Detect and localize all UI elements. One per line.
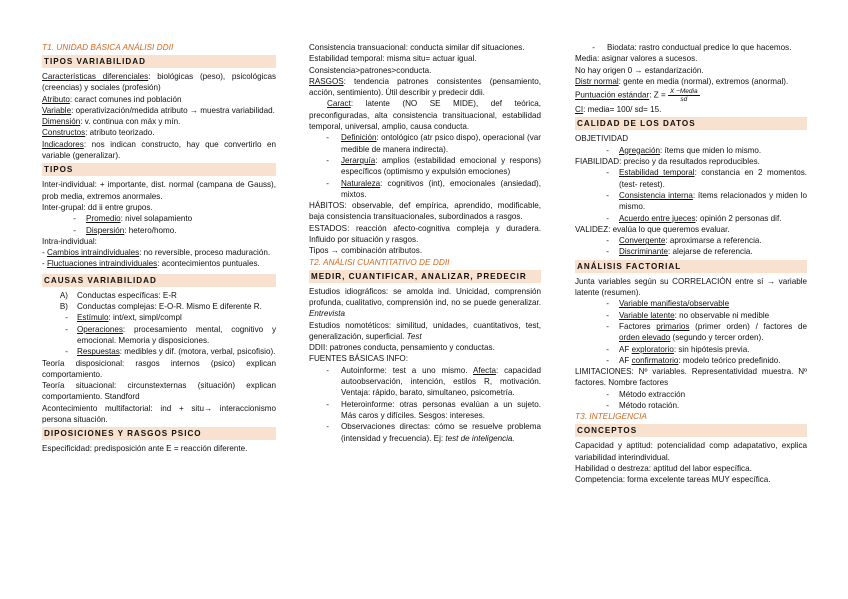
term: Variable	[42, 105, 72, 115]
paragraph: DDII: patrones conducta, pensamiento y conductas.	[309, 343, 495, 353]
text: Observaciones directas: cómo se resuelve problema (intensidad y frecuencia). Ej:	[341, 422, 541, 443]
paragraph	[575, 88, 807, 103]
text: AF	[619, 344, 632, 354]
term: Acuerdo entre jueces	[619, 213, 696, 223]
text: : v. continua con máx y mín.	[80, 117, 181, 127]
paragraph	[309, 320, 541, 343]
topic-title: T1. UNIDAD BÁSICA ANÁLISI DDII	[42, 42, 174, 52]
column-1	[42, 42, 276, 455]
topic-title: T2. ANÁLISI CUANTITATIVO DE DDII	[309, 256, 450, 267]
term: Jerarquía	[341, 155, 376, 165]
paragraph: No hay origen 0 → estandarización.	[575, 65, 704, 75]
column-2	[309, 42, 541, 444]
section-header: DIPOSICIONES Y RASGOS PSICO	[42, 427, 276, 440]
list-item	[42, 324, 276, 347]
text: : acontecimientos puntuales.	[157, 259, 260, 269]
term: Distr normal	[575, 76, 619, 86]
paragraph: Especificidad: predisposición ante E = reacción diferente.	[42, 444, 248, 454]
term: CI	[575, 105, 584, 115]
text: : medibles y dif. (motora, verbal, psicofisio).	[119, 347, 276, 357]
bullet: -	[606, 247, 609, 257]
bullet: -	[606, 213, 609, 223]
text: : capacidad autoobservación, intención, estilos R, motivación. Ventaja: rápido, barato, simultaneo, psicometría.	[341, 365, 541, 398]
text: : nos indican constructo, hay que convertirlo en variable (generalizar).	[42, 139, 276, 161]
paragraph	[42, 105, 276, 116]
text: : aproximarse a referencia.	[665, 236, 762, 246]
text: : hetero/homo.	[124, 225, 177, 235]
bullet: -	[606, 299, 609, 309]
bullet: -	[73, 214, 76, 224]
list-item	[575, 190, 807, 213]
text: Conductas complejas: E-O-R. Mismo E diferente R.	[77, 302, 262, 312]
list-item	[309, 132, 541, 155]
list-item	[575, 298, 807, 309]
paragraph: FUENTES BÁSICAS INFO:	[309, 354, 408, 364]
bullet: -	[606, 190, 609, 200]
paragraph: Habilidad o destreza: aptitud del labor específica.	[575, 463, 752, 473]
column-3	[575, 42, 807, 486]
bullet: -	[606, 355, 609, 365]
paragraph: Inter-individual: + importante, dist. normal (campana de Gauss), prob media, extremos anormales.	[42, 180, 276, 201]
formula-fraction	[668, 88, 700, 103]
list-item	[575, 167, 807, 190]
list-item	[42, 301, 276, 312]
text: : no observable ni medible	[674, 310, 770, 320]
paragraph: Tipos → combinación atributos.	[309, 246, 423, 256]
bullet: -	[606, 401, 609, 411]
topic-title: T3. INTELIGENCIA	[575, 411, 647, 422]
paragraph: Inter-grupal: dd ii entre grupos.	[42, 202, 153, 212]
bullet: -	[326, 133, 329, 143]
list-item	[42, 213, 276, 224]
text: : gente en media (normal), extremos (anormal).	[618, 76, 789, 86]
list-item	[309, 421, 541, 444]
formula-lhs: : Z =	[649, 90, 668, 100]
term: Promedio	[86, 214, 121, 224]
text: : modelo teórico predefinido.	[678, 355, 781, 365]
text: AF	[619, 355, 632, 365]
paragraph: HÁBITOS: observable, def empírica, aprendido, modificable, baja consistencia transituacionales, subordinados a rasgos.	[309, 201, 541, 222]
text: Autoinforme: test a uno mismo.	[341, 365, 473, 375]
text: : procesamiento mental, cognitivo y emocional. Memoria y disposiciones.	[77, 324, 276, 345]
text: Heteroinforme: otras personas evalúan a un sujeto. Más caros y difíciles. Sesgos: intereses.	[341, 399, 541, 420]
paragraph: Acontecimiento multifactorial: ind + situ→ interaccionismo persona situación.	[42, 403, 276, 425]
bullet: -	[326, 178, 329, 188]
term: Agregación	[619, 145, 660, 155]
paragraph: ESTADOS: reacción afecto-cognitiva compleja y duradera. Influido por situación y rasgos.	[309, 223, 541, 245]
text: : ítems relacionados y miden lo mismo.	[619, 190, 807, 212]
section-header: CONCEPTOS	[575, 424, 807, 437]
text: Conductas específicas: E-R	[77, 290, 177, 300]
bullet: -	[606, 344, 609, 354]
text: : sin hipótesis previa.	[673, 344, 750, 354]
section-header: CAUSAS VARIABILIDAD	[42, 274, 276, 287]
bullet: -	[606, 145, 609, 155]
paragraph: Consistencia>patrones>conducta.	[309, 65, 432, 75]
formula-denominator: sd	[680, 96, 688, 104]
list-item	[42, 346, 276, 357]
section-header: TIPOS VARIABILIDAD	[42, 55, 276, 68]
bullet: -	[42, 248, 47, 258]
list-marker: B)	[59, 302, 68, 312]
section-header: ANÁLISIS FACTORIAL	[575, 260, 807, 273]
term: Puntuación estándar	[575, 90, 650, 100]
text: Factores	[619, 321, 657, 331]
text: : atributo teorizado.	[85, 128, 155, 138]
bullet: -	[606, 310, 609, 320]
paragraph: OBJETIVIDAD	[575, 134, 629, 144]
text: (primer orden) / factores de	[689, 321, 807, 331]
paragraph: Teoría disposicional: rasgos internos (psico) explican comportamiento.	[42, 358, 276, 379]
term: Indicadores	[42, 139, 84, 149]
paragraph	[309, 286, 541, 320]
bullet: -	[326, 422, 329, 432]
paragraph	[42, 247, 276, 258]
paragraph: Consistencia transuacional: conducta similar dif situaciones.	[309, 43, 525, 52]
paragraph	[575, 104, 807, 115]
text: : amplios (estabilidad emocional y respons) específicos (optimismo y expulsión emociones)	[341, 155, 541, 177]
text: : no reversible, proceso maduración.	[139, 248, 271, 258]
bullet: -	[326, 155, 329, 165]
list-item	[575, 389, 807, 400]
bullet: -	[42, 259, 47, 269]
term: Caract	[327, 99, 351, 109]
list-item	[309, 178, 541, 201]
paragraph: Capacidad y aptitud: potencialidad comp adapatativo, explica variabilidad interindividual.	[575, 441, 807, 462]
text: : constancia en 2 momentos. (test- retest).	[619, 168, 807, 189]
paragraph	[575, 76, 807, 87]
paragraph: VALIDEZ: evalúa lo que queremos evaluar.	[575, 224, 730, 234]
bullet: -	[592, 43, 595, 52]
text: : biológicas (peso), psicológicas (creencias) y sociales (profesión)	[42, 72, 276, 93]
example: test de inteligencia.	[445, 433, 515, 443]
text: Método rotación.	[619, 401, 680, 411]
bullet: -	[65, 313, 68, 323]
bullet: -	[606, 236, 609, 246]
text: Estudios nomotéticos: similitud, unidades, cuantitativos, test, generalización, superficial.	[309, 320, 541, 341]
list-item	[575, 355, 807, 366]
example: Entrevista	[309, 309, 345, 319]
list-item	[309, 399, 541, 422]
term: exploratorio	[631, 344, 674, 354]
paragraph	[42, 71, 276, 94]
bullet: -	[73, 225, 76, 235]
term: Dimensión	[42, 117, 81, 127]
paragraph	[42, 258, 276, 269]
paragraph: Estabilidad temporal: misma situ= actuar igual.	[309, 54, 477, 64]
term: Definición	[341, 133, 377, 143]
text: Método extracción	[619, 389, 686, 399]
term: orden elevado	[619, 333, 671, 343]
text: : ontológico (atr psico dispo), operacional (var medible de manera indirecta).	[341, 133, 541, 154]
list-item	[42, 290, 276, 301]
bullet: -	[326, 365, 329, 375]
term: Discriminante	[619, 247, 669, 257]
term: Cambios intraindividuales	[46, 248, 140, 258]
text: : latente (NO SE MIDE), def teórica, preconfiguradas, alta consistencia transituacional, estabilidad temporal, universal, amplio, causa conducta.	[309, 99, 541, 132]
paragraph	[42, 139, 276, 162]
paragraph: Intra-individual:	[42, 236, 97, 246]
list-item	[309, 155, 541, 178]
bullet: -	[326, 399, 329, 409]
paragraph: Competencia: forma excelente tareas MUY específica.	[575, 475, 771, 485]
paragraph	[309, 98, 541, 132]
list-item	[575, 321, 807, 344]
text: : cognitivos (int), emocionales (ansiedad), mixtos.	[341, 178, 541, 199]
list-item	[575, 400, 807, 411]
text: : media= 100/ sd= 15.	[583, 105, 662, 115]
list-item	[575, 145, 807, 156]
section-header: TIPOS	[42, 163, 276, 176]
term: Atributo	[42, 94, 70, 104]
list-item	[42, 225, 276, 236]
paragraph: Media: asignar valores a sucesos.	[575, 54, 698, 64]
term: Variable manifiesta/observable	[619, 299, 730, 309]
term: Estímulo	[77, 313, 109, 323]
list-item	[575, 310, 807, 321]
term: Afecta	[473, 365, 496, 375]
text: : alejarse de referencia.	[668, 247, 753, 257]
list-item	[575, 42, 807, 53]
list-item	[575, 344, 807, 355]
paragraph: Junta variables según su CORRELACIÓN entre sí → variable latente (resumen).	[575, 276, 807, 298]
term: Consistencia interna	[619, 190, 693, 200]
section-header: CALIDAD DE LOS DATOS	[575, 117, 807, 130]
term: Variable latente	[619, 310, 675, 320]
list-item	[575, 246, 807, 257]
term: Fluctuaciones intraindividuales	[46, 259, 158, 269]
term: Estabilidad temporal	[619, 168, 695, 178]
text: Estudios idiográficos: se amolda ind. Unicidad, comprensión profunda, cualitativo, comprensión ind, no se puede generalizar.	[309, 286, 541, 307]
paragraph	[42, 94, 276, 105]
term: RASGOS	[309, 76, 344, 86]
term: Características diferenciales	[42, 72, 149, 81]
paragraph: FIABILIDAD: preciso y da resultados reproducibles.	[575, 157, 760, 167]
term: Naturaleza	[341, 178, 381, 188]
text: : operativización/medida atributo → muestra variabilidad.	[71, 105, 275, 115]
text: : opinión 2 personas dif.	[695, 213, 782, 223]
text: : tendencia patrones consistentes (pensamiento, acción, sentimiento). Útil describir y predecir ddii.	[309, 76, 541, 98]
text: : ítems que miden lo mismo.	[659, 145, 762, 155]
list-item	[42, 312, 276, 323]
term: Respuestas	[77, 347, 120, 357]
term: Convergente	[619, 236, 666, 246]
term: Dispersión	[86, 225, 125, 235]
bullet: -	[606, 389, 609, 399]
list-item	[575, 213, 807, 224]
paragraph	[42, 127, 276, 138]
section-header: MEDIR, CUANTIFICAR, ANALIZAR, PREDECIR	[309, 270, 541, 283]
paragraph	[42, 116, 276, 127]
formula-numerator: X −Media	[669, 88, 698, 96]
list-item	[309, 365, 541, 399]
term: primarios	[656, 321, 690, 331]
text: Biodata: rastro conductual predice lo que hacemos.	[607, 43, 792, 52]
text: : caract comunes ind población	[69, 94, 182, 104]
bullet: -	[65, 324, 68, 334]
bullet: -	[606, 168, 609, 178]
text: (segundo y tercer orden).	[670, 333, 764, 343]
text: : int/ext, simpl/compl	[108, 313, 182, 323]
paragraph: Teoría situacional: circunstexternas (situación) explican comportamiento. Standford	[42, 381, 276, 402]
bullet: -	[606, 321, 609, 331]
term: confirmatorio	[631, 355, 679, 365]
list-marker: A)	[59, 290, 68, 300]
text: : nivel solapamiento	[120, 214, 193, 224]
term: Constructos	[42, 128, 86, 138]
term: Operaciones	[77, 324, 123, 334]
paragraph: LIMITACIONES: Nº variables. Representatividad muestra. Nº factores. Nombre factores	[575, 367, 807, 388]
example: Test	[406, 331, 422, 341]
paragraph	[309, 76, 541, 99]
bullet: -	[65, 347, 68, 357]
list-item	[575, 235, 807, 246]
